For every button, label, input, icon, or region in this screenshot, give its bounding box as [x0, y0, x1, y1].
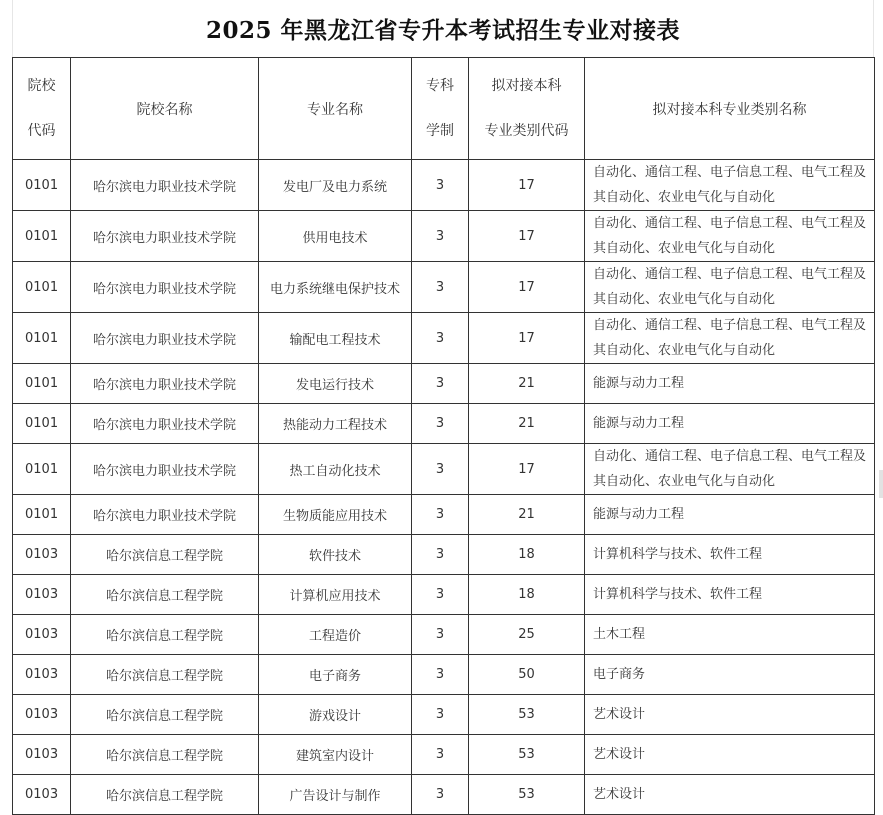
- cell-school-code: 0101: [13, 211, 71, 262]
- table-body: [13, 160, 875, 815]
- cell-category-name: 艺术设计: [585, 695, 875, 735]
- cell-school-name: 哈尔滨信息工程学院: [71, 535, 259, 575]
- cell-school-code: 0103: [13, 695, 71, 735]
- cell-category-code: 17: [469, 262, 585, 313]
- cell-category-name: 计算机科学与技术、软件工程: [585, 535, 875, 575]
- cell-school-name: 哈尔滨电力职业技术学院: [71, 404, 259, 444]
- cell-school-code: 0103: [13, 535, 71, 575]
- cell-school-code: 0101: [13, 262, 71, 313]
- cell-category-name: 自动化、通信工程、电子信息工程、电气工程及其自动化、农业电气化与自动化: [585, 160, 875, 211]
- cell-category-code: 21: [469, 404, 585, 444]
- cell-major-name: 建筑室内设计: [259, 735, 412, 775]
- cell-category-name: 艺术设计: [585, 735, 875, 775]
- cell-school-name: 哈尔滨信息工程学院: [71, 615, 259, 655]
- cell-major-name: 工程造价: [259, 615, 412, 655]
- cell-major-name: 热能动力工程技术: [259, 404, 412, 444]
- cell-years: 3: [412, 313, 469, 364]
- header-row: [13, 58, 875, 160]
- header-category-code-line2: 专业类别代码: [484, 122, 569, 139]
- cell-years: 3: [412, 655, 469, 695]
- table-row: [13, 495, 875, 535]
- cell-years: 3: [412, 495, 469, 535]
- cell-category-name: 自动化、通信工程、电子信息工程、电气工程及其自动化、农业电气化与自动化: [585, 262, 875, 313]
- cell-category-code: 53: [469, 735, 585, 775]
- cell-school-name: 哈尔滨信息工程学院: [71, 775, 259, 815]
- header-years: [412, 58, 469, 160]
- table-row: [13, 655, 875, 695]
- cell-category-code: 18: [469, 575, 585, 615]
- cell-major-name: 热工自动化技术: [259, 444, 412, 495]
- table-row: [13, 615, 875, 655]
- header-school-name: 院校名称: [71, 58, 259, 160]
- cell-years: 3: [412, 444, 469, 495]
- cell-school-name: 哈尔滨信息工程学院: [71, 735, 259, 775]
- cell-category-name: 土木工程: [585, 615, 875, 655]
- cell-years: 3: [412, 735, 469, 775]
- header-category-code-line1: 拟对接本科: [491, 77, 562, 94]
- cell-school-name: 哈尔滨信息工程学院: [71, 655, 259, 695]
- cell-years: 3: [412, 535, 469, 575]
- cell-category-name: 自动化、通信工程、电子信息工程、电气工程及其自动化、农业电气化与自动化: [585, 211, 875, 262]
- cell-school-name: 哈尔滨电力职业技术学院: [71, 444, 259, 495]
- header-school-code-line1: 院校: [27, 77, 56, 94]
- table-row: [13, 262, 875, 313]
- table-row: [13, 444, 875, 495]
- cell-school-name: 哈尔滨电力职业技术学院: [71, 262, 259, 313]
- cell-category-name: 计算机科学与技术、软件工程: [585, 575, 875, 615]
- cell-years: 3: [412, 160, 469, 211]
- page-title: 2025 年黑龙江省专升本考试招生专业对接表: [205, 17, 681, 44]
- scroll-edge-marker: [879, 470, 883, 498]
- header-years-line2: 学制: [426, 122, 454, 139]
- cell-major-name: 软件技术: [259, 535, 412, 575]
- cell-category-code: 17: [469, 160, 585, 211]
- table-row: [13, 404, 875, 444]
- cell-major-name: 广告设计与制作: [259, 775, 412, 815]
- header-major-name: 专业名称: [259, 58, 412, 160]
- header-category-name: 拟对接本科专业类别名称: [585, 58, 875, 160]
- table-row: [13, 775, 875, 815]
- cell-school-name: 哈尔滨电力职业技术学院: [71, 495, 259, 535]
- header-years-line1: 专科: [426, 77, 454, 94]
- cell-category-code: 25: [469, 615, 585, 655]
- cell-school-name: 哈尔滨电力职业技术学院: [71, 160, 259, 211]
- cell-years: 3: [412, 775, 469, 815]
- cell-years: 3: [412, 575, 469, 615]
- cell-category-code: 17: [469, 211, 585, 262]
- table-row: [13, 160, 875, 211]
- cell-category-code: 18: [469, 535, 585, 575]
- table-row: [13, 313, 875, 364]
- cell-school-name: 哈尔滨信息工程学院: [71, 575, 259, 615]
- table-row: [13, 211, 875, 262]
- cell-school-code: 0103: [13, 575, 71, 615]
- cell-category-code: 53: [469, 775, 585, 815]
- cell-school-code: 0101: [13, 495, 71, 535]
- cell-category-name: 自动化、通信工程、电子信息工程、电气工程及其自动化、农业电气化与自动化: [585, 444, 875, 495]
- cell-school-name: 哈尔滨电力职业技术学院: [71, 313, 259, 364]
- cell-category-code: 17: [469, 444, 585, 495]
- cell-category-name: 自动化、通信工程、电子信息工程、电气工程及其自动化、农业电气化与自动化: [585, 313, 875, 364]
- cell-years: 3: [412, 262, 469, 313]
- table-header: [13, 58, 875, 160]
- table-row: [13, 735, 875, 775]
- table-row: [13, 695, 875, 735]
- cell-major-name: 发电运行技术: [259, 364, 412, 404]
- table-row: [13, 364, 875, 404]
- cell-school-code: 0101: [13, 364, 71, 404]
- cell-school-code: 0103: [13, 655, 71, 695]
- cell-category-name: 能源与动力工程: [585, 364, 875, 404]
- cell-school-code: 0103: [13, 735, 71, 775]
- cell-category-code: 21: [469, 364, 585, 404]
- cell-years: 3: [412, 695, 469, 735]
- title-bar: [12, 0, 874, 57]
- cell-major-name: 发电厂及电力系统: [259, 160, 412, 211]
- cell-major-name: 供用电技术: [259, 211, 412, 262]
- cell-years: 3: [412, 364, 469, 404]
- cell-school-code: 0101: [13, 313, 71, 364]
- cell-major-name: 电子商务: [259, 655, 412, 695]
- cell-major-name: 生物质能应用技术: [259, 495, 412, 535]
- cell-years: 3: [412, 211, 469, 262]
- cell-category-code: 53: [469, 695, 585, 735]
- table-row: [13, 535, 875, 575]
- cell-school-name: 哈尔滨电力职业技术学院: [71, 364, 259, 404]
- header-school-code: [13, 58, 71, 160]
- cell-category-name: 电子商务: [585, 655, 875, 695]
- header-category-code: [469, 58, 585, 160]
- header-school-code-line2: 代码: [27, 122, 56, 139]
- cell-school-name: 哈尔滨信息工程学院: [71, 695, 259, 735]
- cell-category-name: 能源与动力工程: [585, 404, 875, 444]
- cell-school-code: 0101: [13, 444, 71, 495]
- cell-major-name: 计算机应用技术: [259, 575, 412, 615]
- cell-category-code: 17: [469, 313, 585, 364]
- table-row: [13, 575, 875, 615]
- cell-category-name: 艺术设计: [585, 775, 875, 815]
- cell-years: 3: [412, 615, 469, 655]
- admission-table: [12, 57, 875, 815]
- cell-category-code: 50: [469, 655, 585, 695]
- cell-category-name: 能源与动力工程: [585, 495, 875, 535]
- cell-years: 3: [412, 404, 469, 444]
- cell-major-name: 电力系统继电保护技术: [259, 262, 412, 313]
- cell-major-name: 输配电工程技术: [259, 313, 412, 364]
- cell-school-code: 0101: [13, 160, 71, 211]
- cell-school-name: 哈尔滨电力职业技术学院: [71, 211, 259, 262]
- cell-major-name: 游戏设计: [259, 695, 412, 735]
- cell-school-code: 0103: [13, 615, 71, 655]
- cell-school-code: 0101: [13, 404, 71, 444]
- cell-school-code: 0103: [13, 775, 71, 815]
- cell-category-code: 21: [469, 495, 585, 535]
